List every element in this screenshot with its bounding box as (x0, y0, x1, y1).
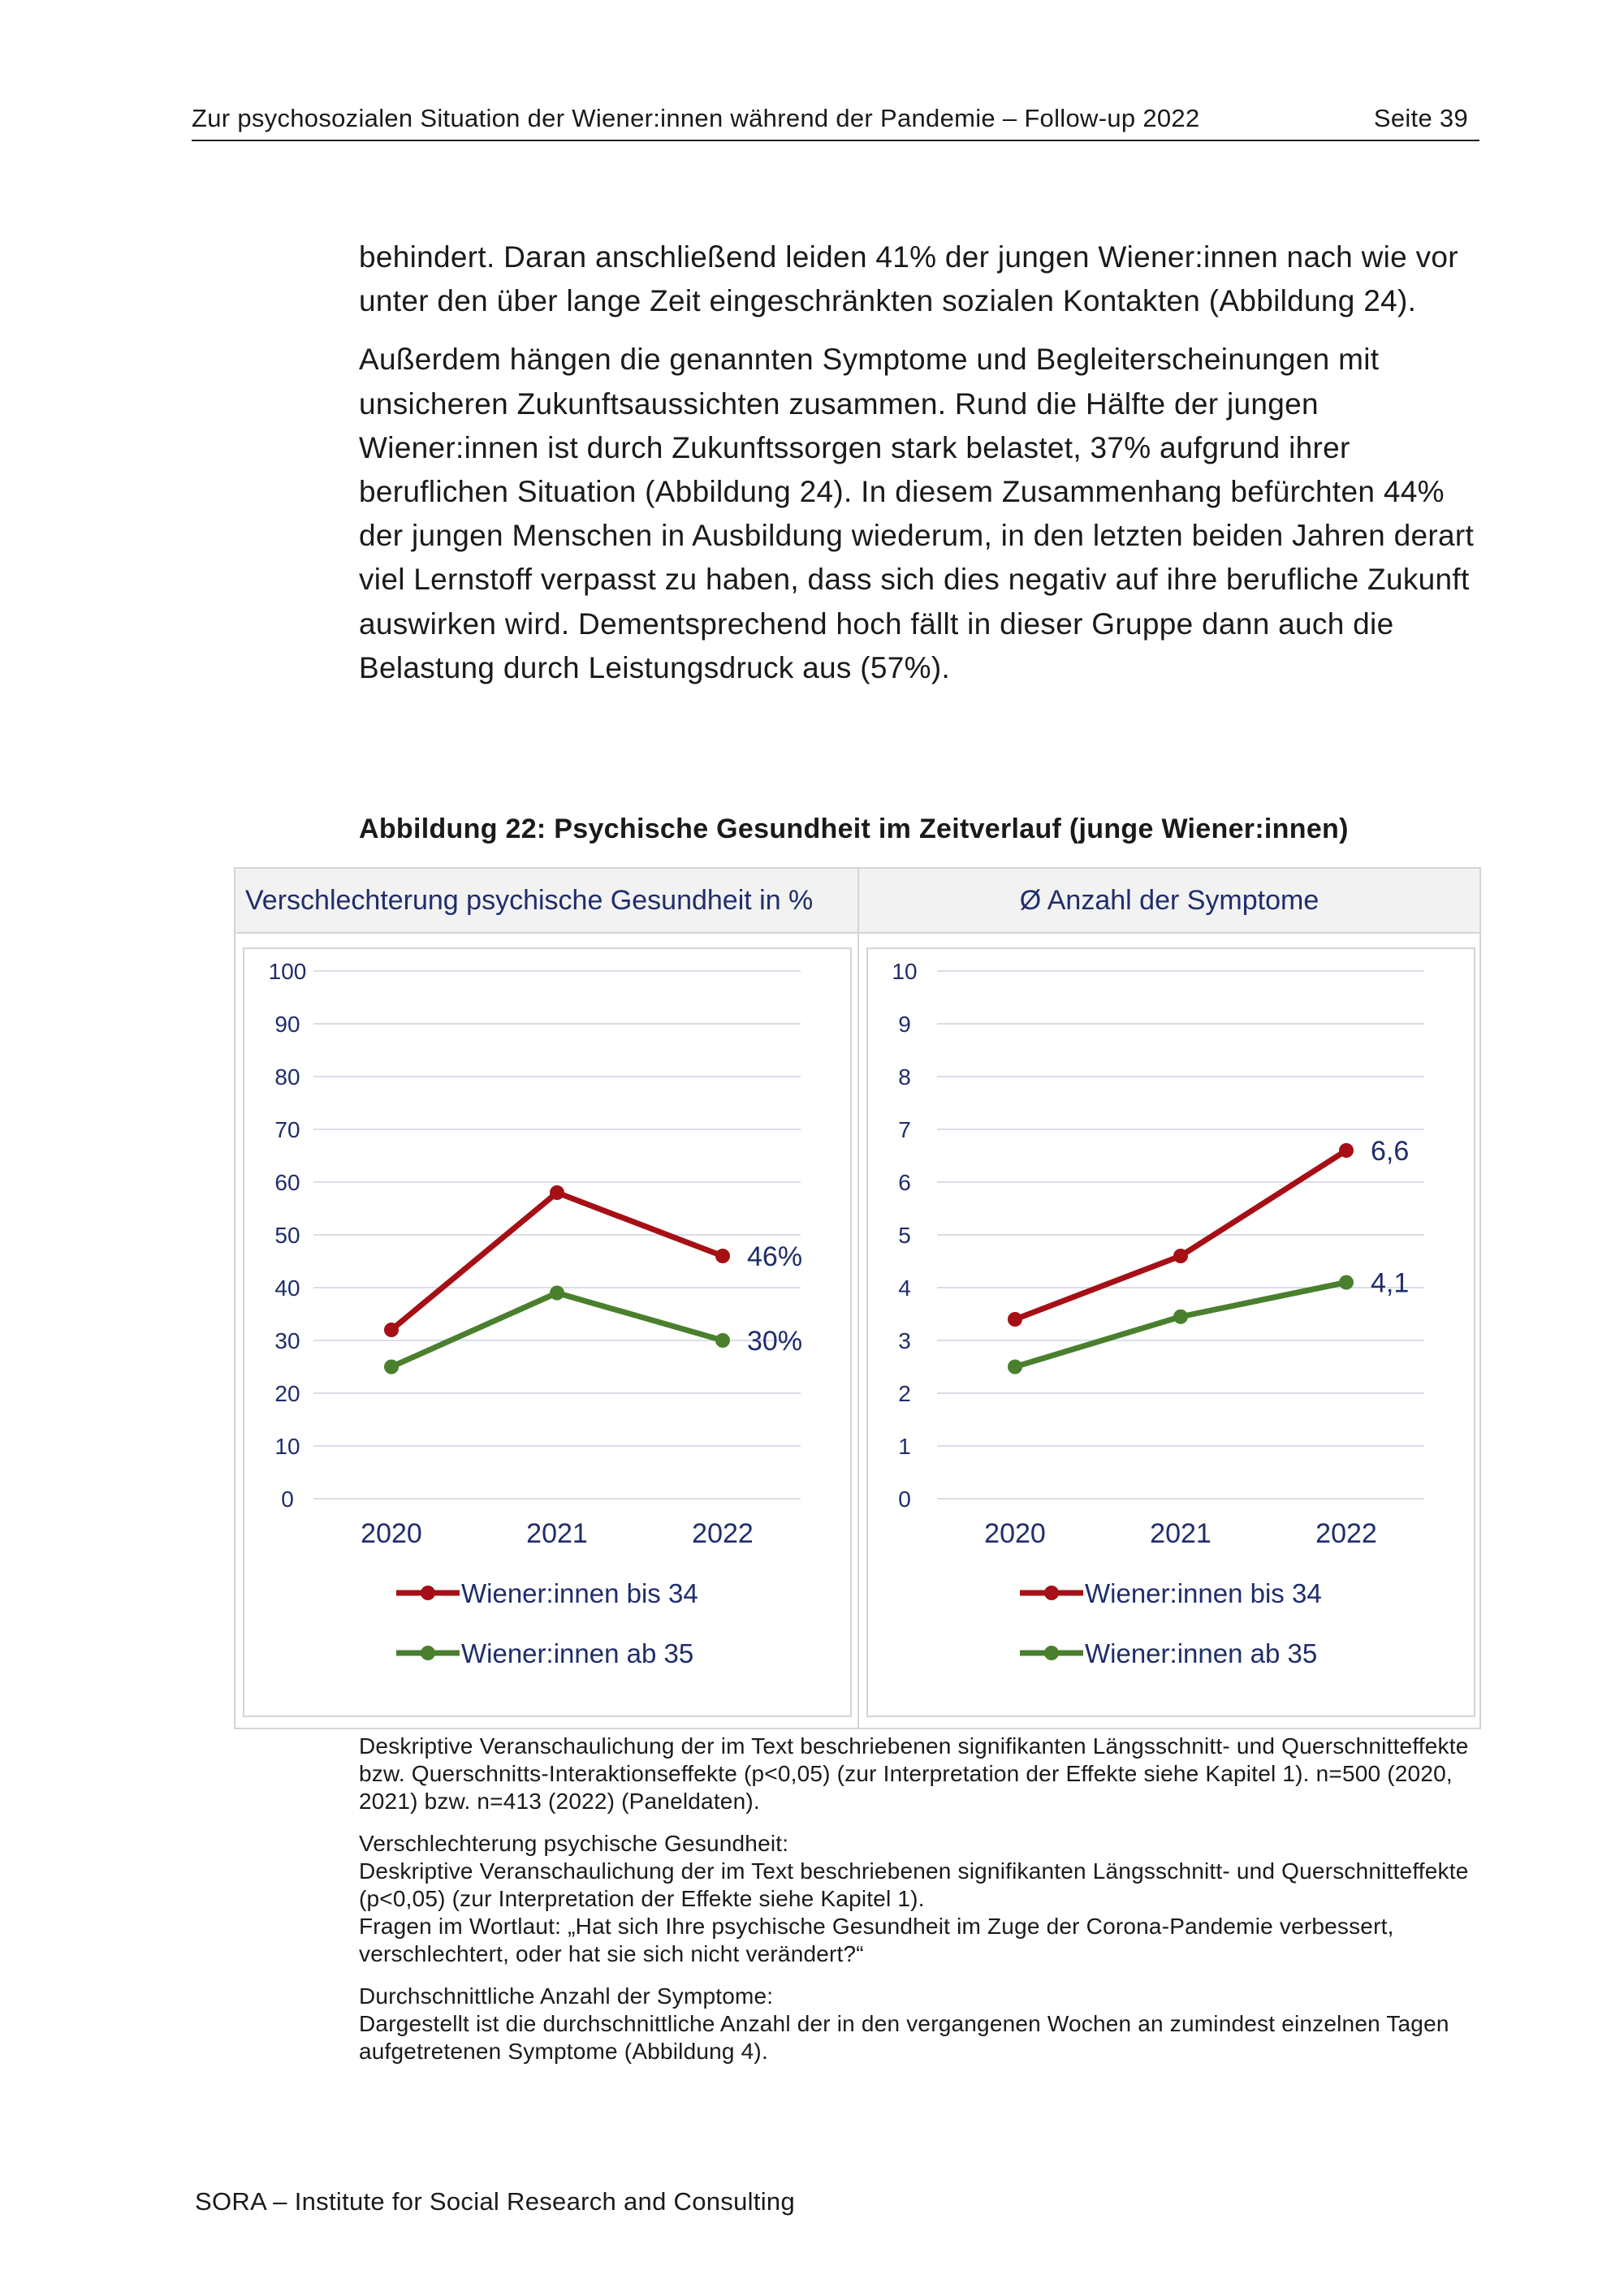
chart-left-ytick-label: 70 (274, 1117, 300, 1142)
chart-left-ytick-label: 40 (274, 1275, 300, 1301)
chart-left-xtick-label: 2021 (526, 1518, 588, 1549)
chart-right-legend-label: Wiener:innen ab 35 (1085, 1638, 1318, 1668)
chart-left-point (715, 1249, 730, 1263)
chart-right-ytick-label: 5 (898, 1223, 911, 1248)
chart-left-xtick-label: 2020 (361, 1518, 422, 1549)
figure-box (234, 867, 1481, 1729)
page-number: Seite 39 (1373, 104, 1468, 132)
chart-right-ytick-label: 4 (898, 1275, 911, 1301)
note-2-title: Verschlechterung psychische Gesundheit: (359, 1831, 789, 1856)
chart-right-ytick-label: 9 (898, 1012, 911, 1037)
page-footer: SORA – Institute for Social Research and Consulting (195, 2187, 796, 2216)
chart-right-end-label: 4,1 (1371, 1267, 1410, 1299)
chart-right-xtick-label: 2022 (1315, 1518, 1377, 1549)
note-3-title: Durchschnittliche Anzahl der Symptome: (359, 1983, 774, 2009)
chart-left-legend-label: Wiener:innen ab 35 (461, 1638, 694, 1668)
chart-right-xtick-label: 2021 (1150, 1518, 1212, 1549)
header-title: Zur psychosozialen Situation der Wiener:innen während der Pandemie – Follow-up 2022 (192, 104, 1200, 132)
chart-left-ytick-label: 50 (274, 1223, 300, 1248)
chart-right-point (1339, 1275, 1354, 1290)
chart-left-ytick-label: 100 (268, 959, 307, 984)
chart-right-ytick-label: 1 (898, 1434, 911, 1459)
chart-left-ytick-label: 0 (281, 1487, 294, 1512)
chart-left-legend-label: Wiener:innen bis 34 (461, 1578, 698, 1608)
chart-right-point (1008, 1312, 1022, 1327)
note-3 (359, 1983, 1479, 2065)
figure-title: Abbildung 22: Psychische Gesundheit im Zeitverlauf (junge Wiener:innen) (359, 814, 1349, 844)
chart-left-point (550, 1286, 564, 1301)
chart-right-ytick-label: 0 (898, 1487, 911, 1512)
chart-right-point (1173, 1249, 1188, 1263)
chart-left-legend-marker (421, 1646, 435, 1660)
chart-left-point (384, 1360, 399, 1375)
chart-left (242, 947, 853, 1718)
chart-right-ytick-label: 10 (892, 959, 918, 984)
chart-left-point (715, 1333, 730, 1348)
chart-left-ytick-label: 30 (274, 1328, 300, 1353)
chart-right-legend-label: Wiener:innen bis 34 (1085, 1578, 1322, 1608)
chart-right-point (1339, 1143, 1354, 1158)
note-2-line-2: Fragen im Wortlaut: „Hat sich Ihre psychische Gesundheit im Zuge der Corona-Pandemie verbessert, verschlechtert, oder hat sie sich nicht verändert?“ (359, 1914, 1394, 1966)
chart-left-point (384, 1323, 399, 1337)
chart-right-end-label: 6,6 (1371, 1136, 1410, 1167)
panel-divider (857, 934, 859, 1728)
note-2 (359, 1830, 1479, 1968)
chart-right-point (1008, 1360, 1022, 1375)
chart-right-point (1173, 1310, 1188, 1324)
chart-left-end-label: 46% (747, 1241, 803, 1272)
note-1: Deskriptive Veranschaulichung der im Text beschriebenen signifikanten Längsschnitt- und Querschnitteffekte bzw. Querschnitts-Interaktionseffekte (p<0,05) (zur Interpretation der Effekte siehe Kapitel 1). n=500 (2020, 2021) bzw. n=413 (2022) (Paneldaten). (359, 1733, 1469, 1814)
chart-right (866, 947, 1476, 1718)
chart-left-ytick-label: 60 (274, 1170, 300, 1195)
chart-right-xtick-label: 2020 (984, 1518, 1046, 1549)
chart-right-legend-marker (1044, 1586, 1059, 1600)
chart-left-title: Verschlechterung psychische Gesundheit in % (235, 869, 859, 934)
chart-right-ytick-label: 3 (898, 1328, 911, 1353)
chart-left-ytick-label: 20 (274, 1381, 300, 1406)
chart-left-point (550, 1185, 564, 1200)
chart-left-ytick-label: 80 (274, 1064, 300, 1090)
note-3-line-1: Dargestellt ist die durchschnittliche Anzahl der in den vergangenen Wochen an zumindest einzelnen Tagen aufgetretenen Symptome (Abbildung 4). (359, 2011, 1449, 2064)
figure-notes (359, 1733, 1479, 2080)
chart-right-ytick-label: 2 (898, 1381, 911, 1406)
chart-right-ytick-label: 7 (898, 1117, 911, 1142)
chart-right-legend-marker (1044, 1646, 1059, 1660)
chart-left-ytick-label: 90 (274, 1012, 300, 1037)
chart-right-ytick-label: 8 (898, 1064, 911, 1090)
chart-right-title: Ø Anzahl der Symptome (859, 869, 1479, 934)
chart-left-xtick-label: 2022 (692, 1518, 754, 1549)
paragraph-2: Außerdem hängen die genannten Symptome und Begleiterscheinungen mit unsicheren Zukunftsaussichten zusammen. Rund die Hälfte der jungen Wiener:innen ist durch Zukunftssorgen stark belastet, 37% aufgrund ihrer beruflichen Situation (Abbildung 24). In diesem Zusammenhang befürchten 44% der jungen Menschen in Ausbildung wiederum, in den letzten beiden Jahren derart viel Lernstoff verpasst zu haben, dass sich dies negativ auf ihre berufliche Zukunft auswirken wird. Dementsprechend hoch fällt in dieser Gruppe dann auch die Belastung durch Leistungsdruck aus (57%). (359, 343, 1475, 684)
page-header (192, 102, 1479, 141)
paragraph-1: behindert. Daran anschließend leiden 41% der jungen Wiener:innen nach wie vor unter den über lange Zeit eingeschränkten sozialen Kontakten (Abbildung 24). (359, 240, 1458, 318)
chart-right-ytick-label: 6 (898, 1170, 911, 1195)
body-text (359, 235, 1479, 705)
chart-left-end-label: 30% (747, 1326, 803, 1357)
chart-left-ytick-label: 10 (274, 1434, 300, 1459)
chart-left-legend-marker (421, 1586, 435, 1600)
note-2-line-1: Deskriptive Veranschaulichung der im Text beschriebenen signifikanten Längsschnitt- und Querschnitteffekte (p<0,05) (zur Interpretation der Effekte siehe Kapitel 1). (359, 1858, 1469, 1911)
